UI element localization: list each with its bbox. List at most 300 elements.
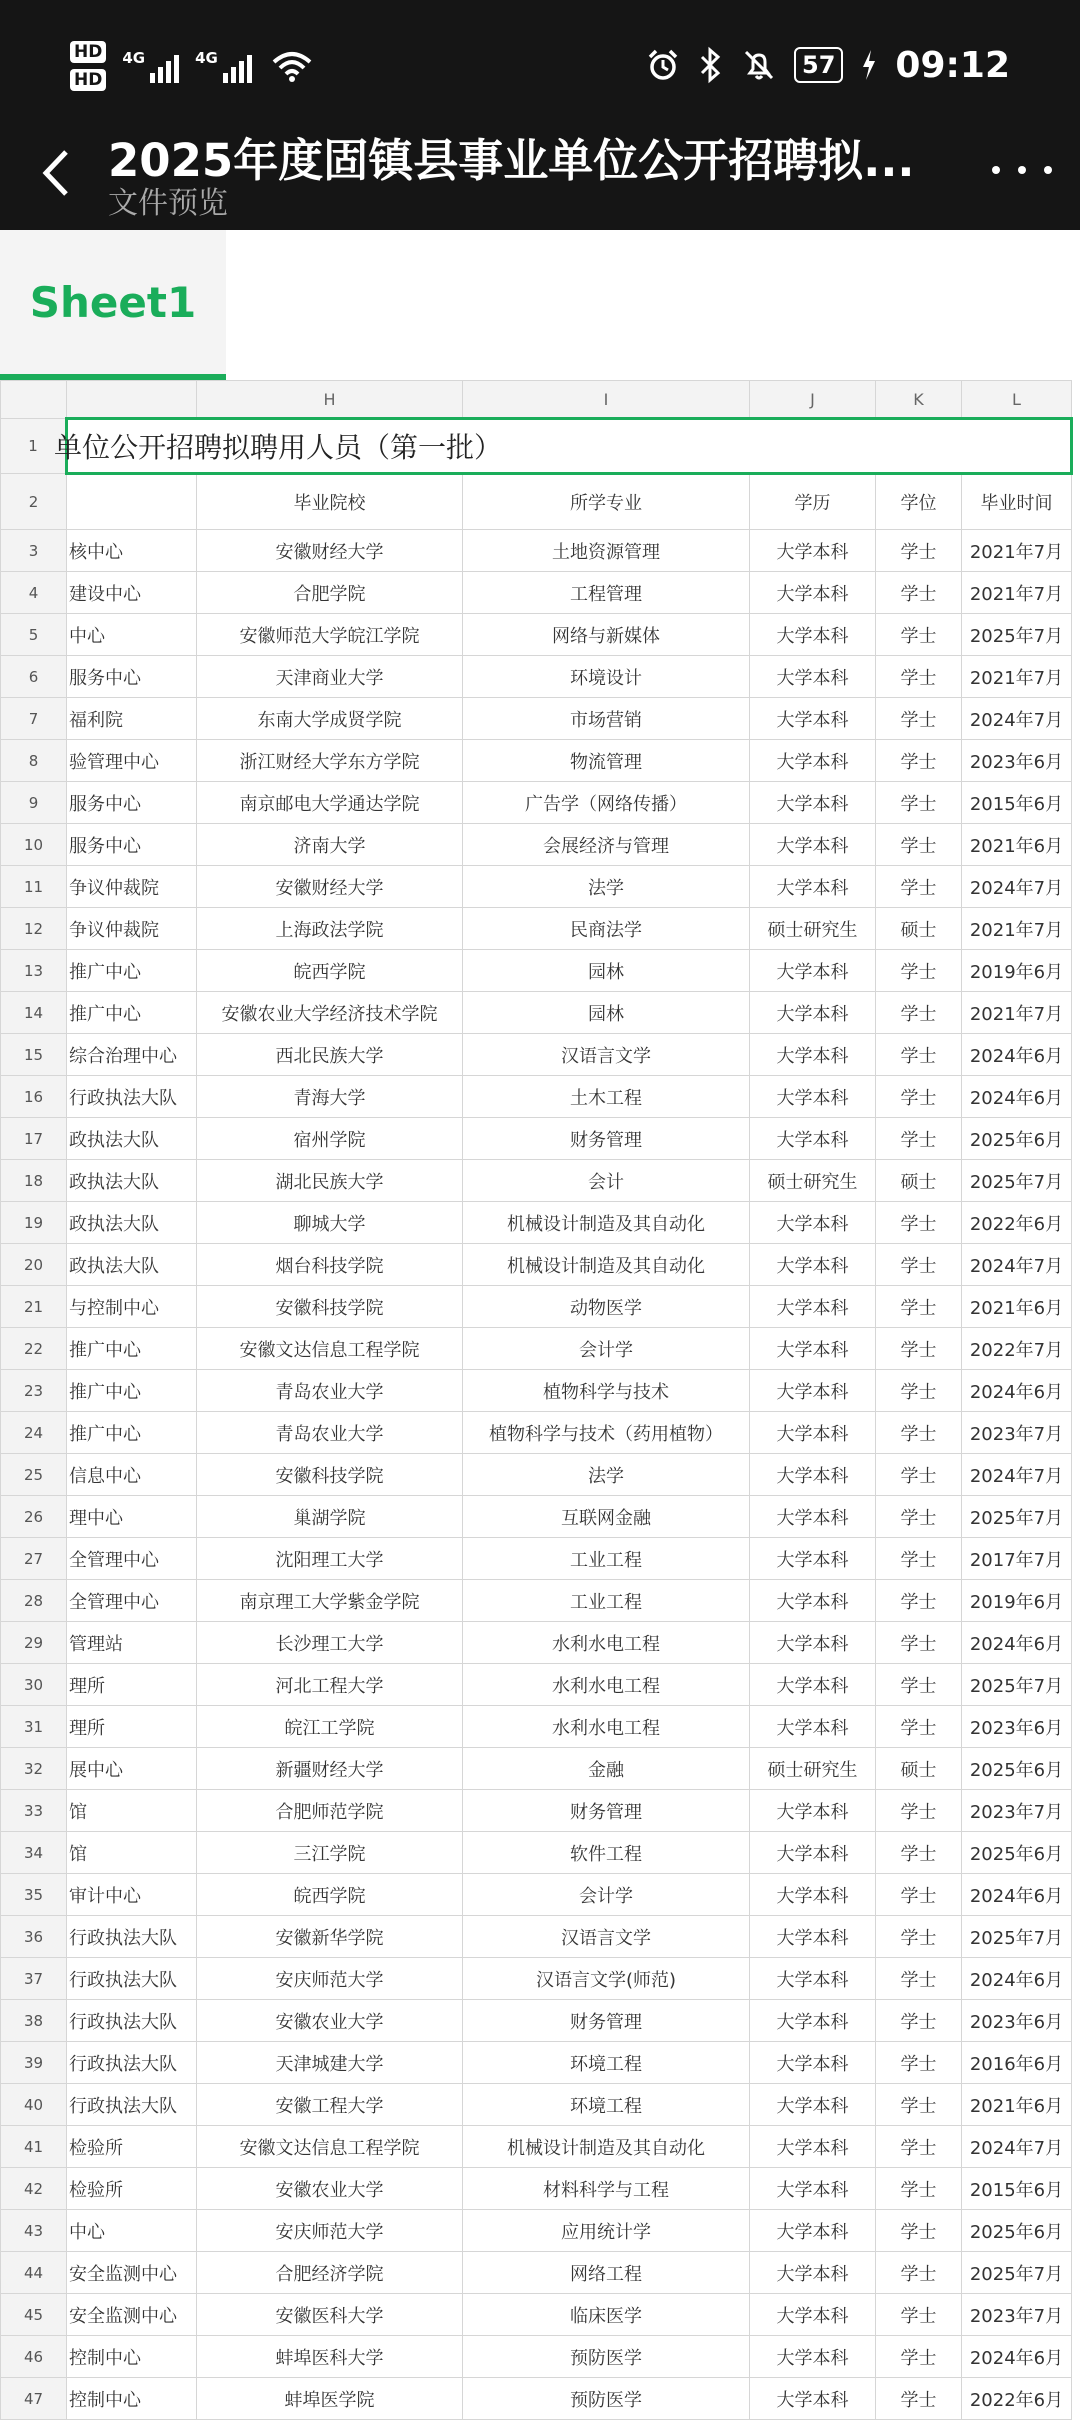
cell-graduation[interactable]: 2017年7月 [962, 1538, 1072, 1580]
cell-major[interactable]: 园林 [463, 950, 750, 992]
cell-degree[interactable]: 硕士 [876, 908, 962, 950]
cell-education[interactable]: 大学本科 [750, 2084, 876, 2126]
column-header-k[interactable]: K [876, 381, 962, 419]
cell-education[interactable]: 硕士研究生 [750, 1160, 876, 1202]
cell-education[interactable]: 大学本科 [750, 1454, 876, 1496]
cell-school[interactable]: 蚌埠医学院 [197, 2378, 463, 2420]
cell-degree[interactable]: 学士 [876, 2252, 962, 2294]
cell-graduation[interactable]: 2022年7月 [962, 1328, 1072, 1370]
cell-major[interactable]: 互联网金融 [463, 1496, 750, 1538]
cell-degree[interactable]: 学士 [876, 1580, 962, 1622]
cell-degree[interactable]: 学士 [876, 1412, 962, 1454]
row-number[interactable]: 23 [1, 1370, 67, 1412]
cell-major[interactable]: 水利水电工程 [463, 1706, 750, 1748]
cell-school[interactable]: 上海政法学院 [197, 908, 463, 950]
cell-graduation[interactable]: 2021年7月 [962, 908, 1072, 950]
cell-graduation[interactable]: 2021年7月 [962, 572, 1072, 614]
row-number[interactable]: 13 [1, 950, 67, 992]
cell-major[interactable]: 工业工程 [463, 1580, 750, 1622]
cell-graduation[interactable]: 2024年7月 [962, 1244, 1072, 1286]
cell-degree[interactable]: 硕士 [876, 1748, 962, 1790]
row-number[interactable]: 47 [1, 2378, 67, 2420]
cell-degree[interactable]: 学士 [876, 1622, 962, 1664]
cell-education[interactable]: 大学本科 [750, 1244, 876, 1286]
cell-degree[interactable]: 学士 [876, 2210, 962, 2252]
cell-graduation[interactable]: 2024年6月 [962, 2336, 1072, 2378]
row-number[interactable]: 29 [1, 1622, 67, 1664]
cell-education[interactable]: 大学本科 [750, 2336, 876, 2378]
cell-school[interactable]: 安徽财经大学 [197, 530, 463, 572]
cell-major[interactable]: 土木工程 [463, 1076, 750, 1118]
cell-education[interactable]: 大学本科 [750, 698, 876, 740]
back-arrow-icon[interactable] [28, 138, 88, 208]
cell-graduation[interactable]: 2024年7月 [962, 2126, 1072, 2168]
cell-unit[interactable]: 控制中心 [67, 2336, 197, 2378]
row-number[interactable]: 11 [1, 866, 67, 908]
cell-graduation[interactable]: 2025年7月 [962, 1496, 1072, 1538]
row-number[interactable]: 28 [1, 1580, 67, 1622]
cell-degree[interactable]: 学士 [876, 1958, 962, 2000]
row-number[interactable]: 2 [1, 474, 67, 530]
cell-graduation[interactable]: 2024年6月 [962, 1958, 1072, 2000]
cell-education[interactable]: 大学本科 [750, 950, 876, 992]
cell-major[interactable]: 工程管理 [463, 572, 750, 614]
cell-school[interactable]: 聊城大学 [197, 1202, 463, 1244]
cell-unit[interactable]: 建设中心 [67, 572, 197, 614]
row-number[interactable]: 3 [1, 530, 67, 572]
cell-degree[interactable]: 学士 [876, 1664, 962, 1706]
row-number[interactable]: 19 [1, 1202, 67, 1244]
cell-major[interactable]: 环境工程 [463, 2084, 750, 2126]
cell-unit[interactable]: 行政执法大队 [67, 1958, 197, 2000]
cell-unit[interactable]: 服务中心 [67, 656, 197, 698]
cell-school[interactable]: 皖西学院 [197, 950, 463, 992]
row-number[interactable]: 39 [1, 2042, 67, 2084]
cell-major[interactable]: 汉语言文学(师范) [463, 1958, 750, 2000]
cell-degree[interactable]: 学士 [876, 1244, 962, 1286]
cell-graduation[interactable]: 2023年7月 [962, 2294, 1072, 2336]
cell-school[interactable]: 河北工程大学 [197, 1664, 463, 1706]
cell-unit[interactable]: 理中心 [67, 1496, 197, 1538]
cell-degree[interactable]: 学士 [876, 572, 962, 614]
cell-graduation[interactable]: 2024年6月 [962, 1874, 1072, 1916]
cell-degree[interactable]: 学士 [876, 950, 962, 992]
column-header-j[interactable]: J [750, 381, 876, 419]
row-number[interactable]: 8 [1, 740, 67, 782]
cell-unit[interactable]: 理所 [67, 1664, 197, 1706]
cell-degree[interactable]: 学士 [876, 2168, 962, 2210]
cell-major[interactable]: 市场营销 [463, 698, 750, 740]
cell-degree[interactable]: 学士 [876, 740, 962, 782]
cell-education[interactable]: 大学本科 [750, 1874, 876, 1916]
cell-major[interactable]: 机械设计制造及其自动化 [463, 1244, 750, 1286]
cell-unit[interactable]: 行政执法大队 [67, 2000, 197, 2042]
cell-graduation[interactable]: 2023年7月 [962, 1412, 1072, 1454]
cell-school[interactable]: 安徽医科大学 [197, 2294, 463, 2336]
cell-major[interactable]: 网络工程 [463, 2252, 750, 2294]
cell-school[interactable]: 合肥学院 [197, 572, 463, 614]
cell-major[interactable]: 汉语言文学 [463, 1034, 750, 1076]
cell-education[interactable]: 大学本科 [750, 2378, 876, 2420]
cell-unit[interactable]: 行政执法大队 [67, 1076, 197, 1118]
row-number[interactable]: 34 [1, 1832, 67, 1874]
row-number[interactable]: 35 [1, 1874, 67, 1916]
cell-graduation[interactable]: 2021年7月 [962, 656, 1072, 698]
cell-school[interactable]: 西北民族大学 [197, 1034, 463, 1076]
cell-degree[interactable]: 学士 [876, 2000, 962, 2042]
cell-graduation[interactable]: 2019年6月 [962, 950, 1072, 992]
cell-school[interactable]: 湖北民族大学 [197, 1160, 463, 1202]
cell-unit[interactable]: 信息中心 [67, 1454, 197, 1496]
cell-degree[interactable]: 学士 [876, 2336, 962, 2378]
cell-degree[interactable]: 学士 [876, 1202, 962, 1244]
cell-major[interactable]: 汉语言文学 [463, 1916, 750, 1958]
column-header-l[interactable]: L [962, 381, 1072, 419]
cell-degree[interactable]: 学士 [876, 1832, 962, 1874]
cell-school[interactable]: 安徽农业大学经济技术学院 [197, 992, 463, 1034]
cell-degree[interactable]: 学士 [876, 698, 962, 740]
cell-school[interactable]: 天津城建大学 [197, 2042, 463, 2084]
cell-school[interactable]: 烟台科技学院 [197, 1244, 463, 1286]
row-number[interactable]: 36 [1, 1916, 67, 1958]
cell-education[interactable]: 大学本科 [750, 1076, 876, 1118]
cell-education[interactable]: 大学本科 [750, 530, 876, 572]
cell-degree[interactable]: 学士 [876, 1790, 962, 1832]
sheet-title-cell[interactable]: 单位公开招聘拟聘用人员（第一批） [67, 419, 1072, 474]
cell-major[interactable]: 工业工程 [463, 1538, 750, 1580]
cell-school[interactable]: 天津商业大学 [197, 656, 463, 698]
cell-unit[interactable]: 管理站 [67, 1622, 197, 1664]
row-number[interactable]: 25 [1, 1454, 67, 1496]
cell-school[interactable]: 宿州学院 [197, 1118, 463, 1160]
cell-graduation[interactable]: 2025年7月 [962, 1916, 1072, 1958]
cell-degree[interactable]: 硕士 [876, 1160, 962, 1202]
cell-education[interactable]: 大学本科 [750, 1286, 876, 1328]
cell-degree[interactable]: 学士 [876, 1706, 962, 1748]
cell-major[interactable]: 动物医学 [463, 1286, 750, 1328]
cell-education[interactable]: 大学本科 [750, 1034, 876, 1076]
cell-school[interactable]: 安徽科技学院 [197, 1286, 463, 1328]
cell-degree[interactable]: 学士 [876, 1286, 962, 1328]
row-number[interactable]: 18 [1, 1160, 67, 1202]
cell-school[interactable]: 安徽财经大学 [197, 866, 463, 908]
cell-major[interactable]: 植物科学与技术 [463, 1370, 750, 1412]
cell-unit[interactable]: 行政执法大队 [67, 1916, 197, 1958]
cell-graduation[interactable]: 2022年6月 [962, 1202, 1072, 1244]
cell-education[interactable]: 大学本科 [750, 2126, 876, 2168]
cell-unit[interactable]: 政执法大队 [67, 1244, 197, 1286]
cell-graduation[interactable]: 2021年7月 [962, 992, 1072, 1034]
cell-education[interactable]: 大学本科 [750, 2210, 876, 2252]
cell-degree[interactable]: 学士 [876, 530, 962, 572]
cell-school[interactable]: 安徽农业大学 [197, 2168, 463, 2210]
cell-graduation[interactable]: 2021年6月 [962, 824, 1072, 866]
cell-major[interactable]: 应用统计学 [463, 2210, 750, 2252]
row-number[interactable]: 32 [1, 1748, 67, 1790]
header-cell-major[interactable]: 所学专业 [463, 474, 750, 530]
cell-graduation[interactable]: 2025年6月 [962, 2210, 1072, 2252]
row-number[interactable]: 6 [1, 656, 67, 698]
cell-education[interactable]: 大学本科 [750, 656, 876, 698]
cell-degree[interactable]: 学士 [876, 992, 962, 1034]
cell-unit[interactable]: 检验所 [67, 2168, 197, 2210]
row-number[interactable]: 16 [1, 1076, 67, 1118]
row-number[interactable]: 37 [1, 1958, 67, 2000]
row-number[interactable]: 14 [1, 992, 67, 1034]
cell-major[interactable]: 机械设计制造及其自动化 [463, 2126, 750, 2168]
cell-education[interactable]: 大学本科 [750, 740, 876, 782]
row-number[interactable]: 20 [1, 1244, 67, 1286]
cell-graduation[interactable]: 2025年7月 [962, 1160, 1072, 1202]
cell-major[interactable]: 金融 [463, 1748, 750, 1790]
cell-school[interactable]: 沈阳理工大学 [197, 1538, 463, 1580]
row-number[interactable]: 4 [1, 572, 67, 614]
cell-degree[interactable]: 学士 [876, 824, 962, 866]
cell-degree[interactable]: 学士 [876, 2294, 962, 2336]
cell-degree[interactable]: 学士 [876, 2126, 962, 2168]
cell-major[interactable]: 土地资源管理 [463, 530, 750, 572]
cell-major[interactable]: 环境设计 [463, 656, 750, 698]
cell-major[interactable]: 预防医学 [463, 2378, 750, 2420]
cell-major[interactable]: 民商法学 [463, 908, 750, 950]
row-number[interactable]: 31 [1, 1706, 67, 1748]
cell-unit[interactable]: 争议仲裁院 [67, 866, 197, 908]
row-number[interactable]: 24 [1, 1412, 67, 1454]
cell-major[interactable]: 法学 [463, 1454, 750, 1496]
cell-major[interactable]: 材料科学与工程 [463, 2168, 750, 2210]
cell-unit[interactable]: 行政执法大队 [67, 2042, 197, 2084]
cell-school[interactable]: 合肥经济学院 [197, 2252, 463, 2294]
cell-major[interactable]: 环境工程 [463, 2042, 750, 2084]
cell-unit[interactable]: 政执法大队 [67, 1160, 197, 1202]
cell-graduation[interactable]: 2023年6月 [962, 740, 1072, 782]
cell-unit[interactable]: 核中心 [67, 530, 197, 572]
cell-education[interactable]: 大学本科 [750, 2168, 876, 2210]
row-number[interactable]: 9 [1, 782, 67, 824]
row-number[interactable]: 41 [1, 2126, 67, 2168]
cell-major[interactable]: 植物科学与技术（药用植物） [463, 1412, 750, 1454]
cell-graduation[interactable]: 2025年7月 [962, 614, 1072, 656]
cell-major[interactable]: 会计学 [463, 1874, 750, 1916]
cell-degree[interactable]: 学士 [876, 1370, 962, 1412]
cell-school[interactable]: 安徽文达信息工程学院 [197, 2126, 463, 2168]
cell-education[interactable]: 大学本科 [750, 2252, 876, 2294]
cell-graduation[interactable]: 2024年6月 [962, 1076, 1072, 1118]
cell-unit[interactable]: 控制中心 [67, 2378, 197, 2420]
row-number[interactable]: 21 [1, 1286, 67, 1328]
cell-major[interactable]: 广告学（网络传播） [463, 782, 750, 824]
cell-major[interactable]: 财务管理 [463, 1118, 750, 1160]
cell-degree[interactable]: 学士 [876, 866, 962, 908]
cell-education[interactable]: 大学本科 [750, 1328, 876, 1370]
cell-major[interactable]: 财务管理 [463, 2000, 750, 2042]
cell-major[interactable]: 机械设计制造及其自动化 [463, 1202, 750, 1244]
cell-education[interactable]: 大学本科 [750, 1706, 876, 1748]
column-header-i[interactable]: I [463, 381, 750, 419]
cell-unit[interactable]: 馆 [67, 1790, 197, 1832]
cell-unit[interactable]: 推广中心 [67, 992, 197, 1034]
cell-unit[interactable]: 全管理中心 [67, 1580, 197, 1622]
cell-education[interactable]: 大学本科 [750, 1118, 876, 1160]
cell-major[interactable]: 水利水电工程 [463, 1622, 750, 1664]
cell-education[interactable]: 大学本科 [750, 782, 876, 824]
cell-school[interactable]: 青海大学 [197, 1076, 463, 1118]
cell-unit[interactable]: 推广中心 [67, 950, 197, 992]
cell-major[interactable]: 水利水电工程 [463, 1664, 750, 1706]
cell-unit[interactable]: 中心 [67, 614, 197, 656]
cell-graduation[interactable]: 2021年6月 [962, 1286, 1072, 1328]
cell-degree[interactable]: 学士 [876, 1034, 962, 1076]
cell-school[interactable]: 南京邮电大学通达学院 [197, 782, 463, 824]
row-number[interactable]: 38 [1, 2000, 67, 2042]
cell-degree[interactable]: 学士 [876, 782, 962, 824]
cell-unit[interactable]: 理所 [67, 1706, 197, 1748]
cell-graduation[interactable]: 2023年7月 [962, 1790, 1072, 1832]
cell-graduation[interactable]: 2025年6月 [962, 1118, 1072, 1160]
cell-unit[interactable]: 推广中心 [67, 1412, 197, 1454]
row-number[interactable]: 15 [1, 1034, 67, 1076]
cell-unit[interactable]: 推广中心 [67, 1370, 197, 1412]
cell-graduation[interactable]: 2023年6月 [962, 1706, 1072, 1748]
header-cell-g[interactable] [67, 474, 197, 530]
row-number[interactable]: 40 [1, 2084, 67, 2126]
cell-education[interactable]: 大学本科 [750, 1664, 876, 1706]
cell-graduation[interactable]: 2016年6月 [962, 2042, 1072, 2084]
cell-education[interactable]: 大学本科 [750, 1412, 876, 1454]
cell-unit[interactable]: 验管理中心 [67, 740, 197, 782]
cell-unit[interactable]: 福利院 [67, 698, 197, 740]
header-cell-school[interactable]: 毕业院校 [197, 474, 463, 530]
cell-education[interactable]: 大学本科 [750, 2294, 876, 2336]
cell-major[interactable]: 物流管理 [463, 740, 750, 782]
row-number[interactable]: 1 [1, 419, 67, 474]
row-number[interactable]: 5 [1, 614, 67, 656]
cell-degree[interactable]: 学士 [876, 1454, 962, 1496]
row-number[interactable]: 7 [1, 698, 67, 740]
cell-graduation[interactable]: 2021年6月 [962, 2084, 1072, 2126]
corner-cell[interactable] [1, 381, 67, 419]
cell-school[interactable]: 安徽农业大学 [197, 2000, 463, 2042]
row-number[interactable]: 12 [1, 908, 67, 950]
cell-school[interactable]: 东南大学成贤学院 [197, 698, 463, 740]
row-number[interactable]: 30 [1, 1664, 67, 1706]
cell-major[interactable]: 会计 [463, 1160, 750, 1202]
cell-school[interactable]: 合肥师范学院 [197, 1790, 463, 1832]
cell-graduation[interactable]: 2019年6月 [962, 1580, 1072, 1622]
row-number[interactable]: 43 [1, 2210, 67, 2252]
cell-graduation[interactable]: 2015年6月 [962, 2168, 1072, 2210]
row-number[interactable]: 42 [1, 2168, 67, 2210]
cell-unit[interactable]: 安全监测中心 [67, 2294, 197, 2336]
cell-degree[interactable]: 学士 [876, 1328, 962, 1370]
cell-unit[interactable]: 综合治理中心 [67, 1034, 197, 1076]
cell-education[interactable]: 大学本科 [750, 1370, 876, 1412]
cell-education[interactable]: 大学本科 [750, 1832, 876, 1874]
cell-graduation[interactable]: 2025年7月 [962, 2252, 1072, 2294]
cell-degree[interactable]: 学士 [876, 2084, 962, 2126]
cell-degree[interactable]: 学士 [876, 2042, 962, 2084]
cell-school[interactable]: 长沙理工大学 [197, 1622, 463, 1664]
cell-school[interactable]: 浙江财经大学东方学院 [197, 740, 463, 782]
cell-school[interactable]: 蚌埠医科大学 [197, 2336, 463, 2378]
cell-education[interactable]: 硕士研究生 [750, 1748, 876, 1790]
cell-school[interactable]: 安徽工程大学 [197, 2084, 463, 2126]
cell-education[interactable]: 大学本科 [750, 2000, 876, 2042]
cell-unit[interactable]: 政执法大队 [67, 1202, 197, 1244]
cell-school[interactable]: 皖江工学院 [197, 1706, 463, 1748]
cell-major[interactable]: 网络与新媒体 [463, 614, 750, 656]
cell-major[interactable]: 会计学 [463, 1328, 750, 1370]
row-number[interactable]: 27 [1, 1538, 67, 1580]
tab-sheet1[interactable]: Sheet1 [0, 230, 226, 380]
cell-unit[interactable]: 政执法大队 [67, 1118, 197, 1160]
cell-unit[interactable]: 馆 [67, 1832, 197, 1874]
cell-unit[interactable]: 服务中心 [67, 824, 197, 866]
cell-education[interactable]: 大学本科 [750, 614, 876, 656]
cell-school[interactable]: 安庆师范大学 [197, 2210, 463, 2252]
cell-education[interactable]: 大学本科 [750, 1916, 876, 1958]
column-header-h[interactable]: H [197, 381, 463, 419]
row-number[interactable]: 33 [1, 1790, 67, 1832]
cell-education[interactable]: 大学本科 [750, 1202, 876, 1244]
cell-school[interactable]: 青岛农业大学 [197, 1412, 463, 1454]
header-cell-education[interactable]: 学历 [750, 474, 876, 530]
cell-school[interactable]: 巢湖学院 [197, 1496, 463, 1538]
cell-degree[interactable]: 学士 [876, 1538, 962, 1580]
cell-unit[interactable]: 与控制中心 [67, 1286, 197, 1328]
row-number[interactable]: 44 [1, 2252, 67, 2294]
cell-unit[interactable]: 争议仲裁院 [67, 908, 197, 950]
cell-degree[interactable]: 学士 [876, 1496, 962, 1538]
cell-unit[interactable]: 中心 [67, 2210, 197, 2252]
cell-school[interactable]: 青岛农业大学 [197, 1370, 463, 1412]
cell-education[interactable]: 大学本科 [750, 1496, 876, 1538]
cell-degree[interactable]: 学士 [876, 1118, 962, 1160]
cell-graduation[interactable]: 2015年6月 [962, 782, 1072, 824]
cell-graduation[interactable]: 2024年7月 [962, 866, 1072, 908]
cell-graduation[interactable]: 2024年6月 [962, 1622, 1072, 1664]
cell-graduation[interactable]: 2025年7月 [962, 1664, 1072, 1706]
cell-education[interactable]: 大学本科 [750, 992, 876, 1034]
cell-education[interactable]: 硕士研究生 [750, 908, 876, 950]
row-number[interactable]: 22 [1, 1328, 67, 1370]
cell-school[interactable]: 皖西学院 [197, 1874, 463, 1916]
cell-education[interactable]: 大学本科 [750, 1622, 876, 1664]
cell-major[interactable]: 法学 [463, 866, 750, 908]
cell-unit[interactable]: 安全监测中心 [67, 2252, 197, 2294]
row-number[interactable]: 46 [1, 2336, 67, 2378]
cell-major[interactable]: 园林 [463, 992, 750, 1034]
cell-school[interactable]: 安徽文达信息工程学院 [197, 1328, 463, 1370]
cell-degree[interactable]: 学士 [876, 1916, 962, 1958]
cell-unit[interactable]: 展中心 [67, 1748, 197, 1790]
cell-major[interactable]: 临床医学 [463, 2294, 750, 2336]
column-header-g[interactable] [67, 381, 197, 419]
cell-education[interactable]: 大学本科 [750, 1538, 876, 1580]
cell-school[interactable]: 三江学院 [197, 1832, 463, 1874]
cell-unit[interactable]: 服务中心 [67, 782, 197, 824]
cell-education[interactable]: 大学本科 [750, 572, 876, 614]
row-number[interactable]: 45 [1, 2294, 67, 2336]
header-cell-graduation[interactable]: 毕业时间 [962, 474, 1072, 530]
cell-unit[interactable]: 检验所 [67, 2126, 197, 2168]
cell-graduation[interactable]: 2025年6月 [962, 1748, 1072, 1790]
cell-education[interactable]: 大学本科 [750, 824, 876, 866]
row-number[interactable]: 26 [1, 1496, 67, 1538]
cell-graduation[interactable]: 2023年6月 [962, 2000, 1072, 2042]
cell-major[interactable]: 预防医学 [463, 2336, 750, 2378]
cell-degree[interactable]: 学士 [876, 614, 962, 656]
